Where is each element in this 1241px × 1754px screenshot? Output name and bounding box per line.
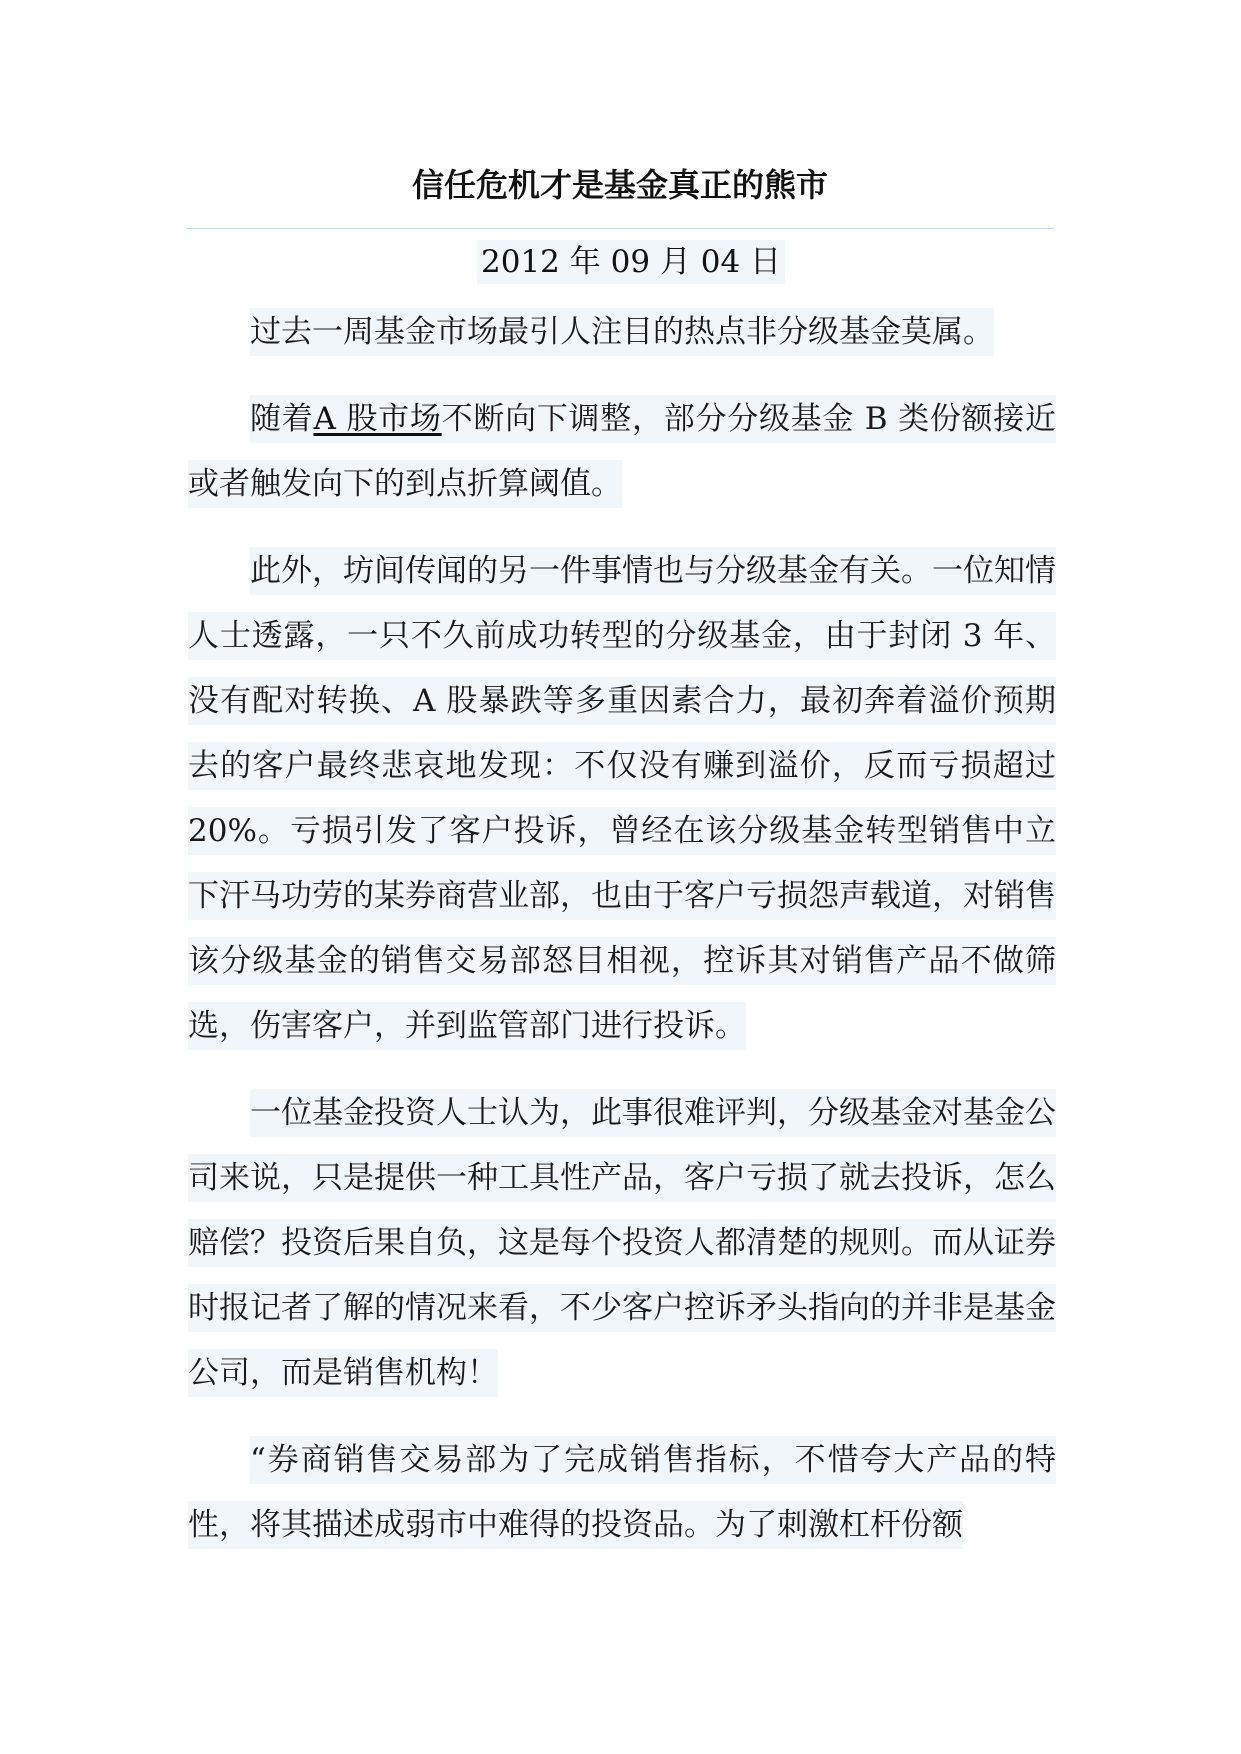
paragraph-text: 此外，坊间传闻的另一件事情也与分级基金有关。一位知情人士透露，一只不久前成功转型的分级基金，由于封闭 3 年、没有配对转换、A 股暴跌等多重因素合力，最初奔着溢价预期去的客户最终悲哀地发现：不仅没有赚到溢价，反而亏损超过 20%。亏损引发了客户投诉，曾经在该分级基金转型销售中立下汗马功劳的某券商营业部，也由于客户亏损怨声载道，对销售该分级基金的销售交易部怒目相视，控诉其对销售产品不做筛选，伤害客户，并到监管部门进行投诉。 [188, 547, 1056, 1050]
paragraph-text: 过去一周基金市场最引人注目的热点非分级基金莫属。 [250, 308, 994, 356]
paragraph-1 [188, 300, 1056, 365]
paragraph-text-after-link: 不断向下调整，部分分级基金 B 类份额接近或者触发向下的到点折算阈值。 [188, 401, 1056, 502]
article-body [188, 300, 1056, 1580]
article-title: 信任危机才是基金真正的熊市 [411, 166, 828, 204]
paragraph-text [188, 395, 1056, 508]
paragraph-text-before-link: 随着 [250, 401, 314, 437]
a-share-market-link[interactable]: A 股市场 [313, 401, 442, 437]
paragraph-3 [188, 539, 1056, 1059]
title-divider [186, 228, 1054, 229]
paragraph-5 [188, 1428, 1056, 1558]
paragraph-4 [188, 1081, 1056, 1406]
article-date: 2012 年 09 月 04 日 [477, 240, 785, 284]
paragraph-text: “券商销售交易部为了完成销售指标，不惜夸大产品的特性，将其描述成弱市中难得的投资品。为了刺激杠杆份额 [188, 1436, 1056, 1549]
paragraph-text: 一位基金投资人士认为，此事很难评判，分级基金对基金公司来说，只是提供一种工具性产品，客户亏损了就去投诉，怎么赔偿？投资后果自负，这是每个投资人都清楚的规则。而从证券时报记者了解的情况来看，不少客户控诉矛头指向的并非是基金公司，而是销售机构！ [188, 1089, 1056, 1397]
paragraph-2 [188, 387, 1056, 517]
